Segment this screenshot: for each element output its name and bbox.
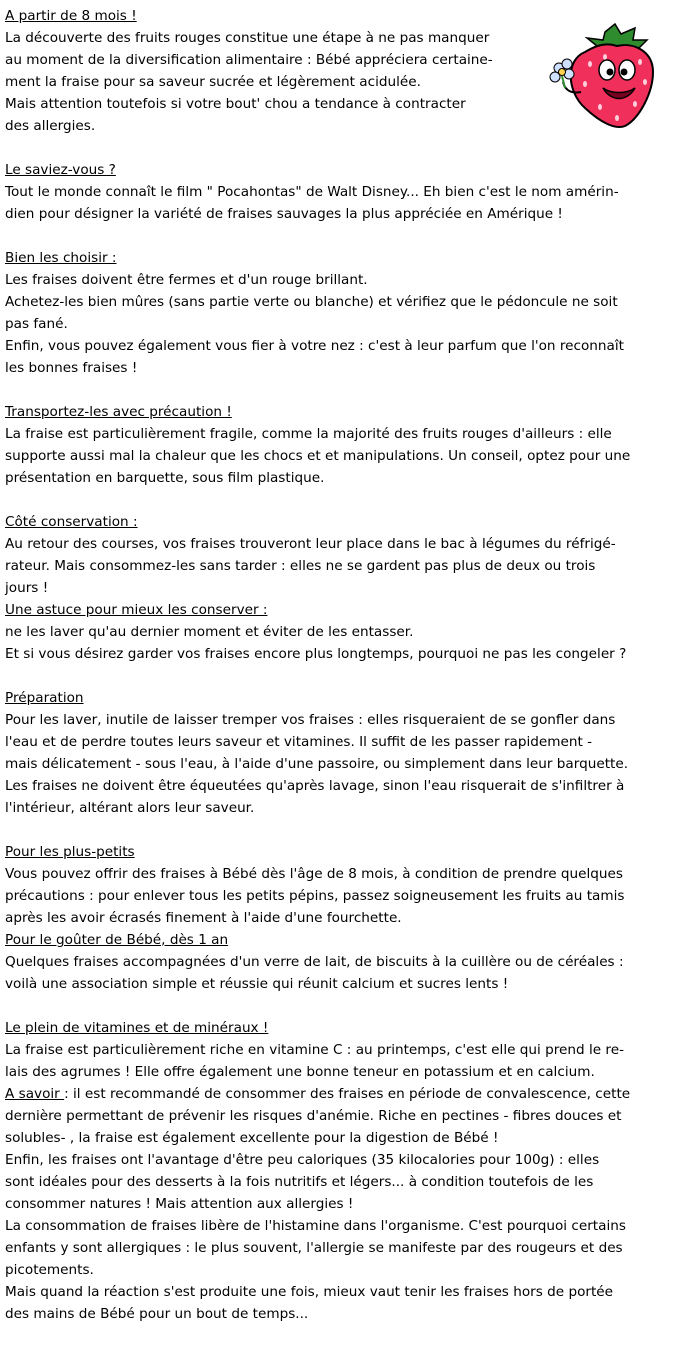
- line-text: A partir de 8 mois !: [5, 8, 137, 24]
- text-line: [5, 335, 689, 357]
- text-line: [5, 907, 689, 929]
- spacer: [5, 665, 689, 687]
- text-line: [5, 951, 689, 973]
- text-line: [5, 1259, 689, 1281]
- line-text: La fraise est particulièrement riche en vitamine C : au printemps, c'est elle qui prend le re-: [5, 1042, 624, 1058]
- line-text: Transportez-les avec précaution !: [5, 404, 232, 420]
- line-text: Bien les choisir :: [5, 250, 117, 266]
- text-line: [5, 1171, 689, 1193]
- line-text: l'intérieur, altérant alors leur saveur.: [5, 800, 255, 816]
- line-text: Côté conservation :: [5, 514, 138, 530]
- line-text: des allergies.: [5, 118, 96, 134]
- text-line: [5, 1105, 689, 1127]
- text-line: [5, 753, 689, 775]
- line-text: jours !: [5, 580, 49, 596]
- section-s5: [5, 511, 689, 665]
- text-line: [5, 863, 689, 885]
- line-text: Les fraises doivent être fermes et d'un rouge brillant.: [5, 272, 368, 288]
- spacer: [5, 819, 689, 841]
- line-text: Mais quand la réaction s'est produite une fois, mieux vaut tenir les fraises hors de portée: [5, 1284, 614, 1300]
- text-line: [5, 357, 689, 379]
- text-line: [5, 269, 689, 291]
- text-line: [5, 1083, 689, 1105]
- line-text: Pour le goûter de Bébé, dès 1 an: [5, 932, 229, 948]
- text-line: [5, 1281, 689, 1303]
- text-line: [5, 291, 689, 313]
- line-text: Une astuce pour mieux les conserver :: [5, 602, 268, 618]
- line-text: picotements.: [5, 1262, 94, 1278]
- line-text: Au retour des courses, vos fraises trouveront leur place dans le bac à légumes du réfrigé-: [5, 536, 616, 552]
- section-heading: [5, 511, 689, 533]
- line-text: Achetez-les bien mûres (sans partie verte ou blanche) et vérifiez que le pédoncule ne soit: [5, 294, 618, 310]
- spacer: [5, 379, 689, 401]
- text-line: [5, 1149, 689, 1171]
- section-s2: [5, 159, 689, 225]
- line-text: Mais attention toutefois si votre bout' chou a tendance à contracter: [5, 96, 466, 112]
- line-text: sont idéales pour des desserts à la fois nutritifs et légers... à condition toutefois de les: [5, 1174, 594, 1190]
- text-line: [5, 467, 689, 489]
- section-s8: [5, 1017, 689, 1325]
- text-line: [5, 1237, 689, 1259]
- section-heading: [5, 1017, 689, 1039]
- line-text: Préparation: [5, 690, 84, 706]
- line-text: Les fraises ne doivent être équeutées qu'après lavage, sinon l'eau risquerait de s'infiltrer à: [5, 778, 625, 794]
- section-s4: [5, 401, 689, 489]
- text-line: [5, 973, 689, 995]
- text-line: [5, 621, 689, 643]
- line-text: Enfin, les fraises ont l'avantage d'être peu caloriques (35 kilocalories pour 100g) : elles: [5, 1152, 600, 1168]
- line-text: Le saviez-vous ?: [5, 162, 116, 178]
- section-heading: [5, 159, 689, 181]
- text-line: [5, 313, 689, 335]
- text-line: [5, 643, 689, 665]
- text-line: [5, 731, 689, 753]
- strawberry-mascot-icon: [545, 22, 685, 134]
- section-heading: [5, 247, 689, 269]
- inline-heading: A savoir: [5, 1086, 65, 1102]
- text-line: [5, 1193, 689, 1215]
- line-text: solubles- , la fraise est également excellente pour la digestion de Bébé !: [5, 1130, 499, 1146]
- section-heading: [5, 841, 689, 863]
- section-s3: [5, 247, 689, 379]
- line-text: ne les laver qu'au dernier moment et éviter de les entasser.: [5, 624, 414, 640]
- text-line: [5, 929, 689, 951]
- line-text: ment la fraise pour sa saveur sucrée et légèrement acidulée.: [5, 74, 421, 90]
- line-text: Enfin, vous pouvez également vous fier à votre nez : c'est à leur parfum que l'on reconnaît: [5, 338, 624, 354]
- line-text: lais des agrumes ! Elle offre également une bonne teneur en potassium et en calcium.: [5, 1064, 595, 1080]
- text-line: [5, 599, 689, 621]
- line-text: dien pour désigner la variété de fraises sauvages la plus appréciée en Amérique !: [5, 206, 563, 222]
- spacer: [5, 489, 689, 511]
- line-text: Et si vous désirez garder vos fraises encore plus longtemps, pourquoi ne pas les congeler ?: [5, 646, 627, 662]
- text-line: [5, 1039, 689, 1061]
- section-heading: [5, 687, 689, 709]
- line-text: Quelques fraises accompagnées d'un verre de lait, de biscuits à la cuillère ou de céréales :: [5, 954, 624, 970]
- text-line: [5, 577, 689, 599]
- text-line: [5, 533, 689, 555]
- section-heading: [5, 401, 689, 423]
- line-text: Pour les plus-petits: [5, 844, 135, 860]
- text-line: [5, 885, 689, 907]
- line-text: Tout le monde connaît le film " Pocahontas" de Walt Disney... Eh bien c'est le nom amérin-: [5, 184, 619, 200]
- text-line: [5, 181, 689, 203]
- line-text: enfants y sont allergiques : le plus souvent, l'allergie se manifeste par des rougeurs et des: [5, 1240, 623, 1256]
- text-line: [5, 203, 689, 225]
- line-text: rateur. Mais consommez-les sans tarder : elles ne se gardent pas plus de deux ou trois: [5, 558, 596, 574]
- spacer: [5, 995, 689, 1017]
- text-line: [5, 1303, 689, 1325]
- line-text: voilà une association simple et réussie qui réunit calcium et sucres lents !: [5, 976, 509, 992]
- text-line: [5, 1061, 689, 1083]
- spacer: [5, 225, 689, 247]
- line-text: La consommation de fraises libère de l'histamine dans l'organisme. C'est pourquoi certains: [5, 1218, 626, 1234]
- line-text: l'eau et de perdre toutes leurs saveur et vitamines. Il suffit de les passer rapidement -: [5, 734, 593, 750]
- line-text: présentation en barquette, sous film plastique.: [5, 470, 325, 486]
- text-line: [5, 1215, 689, 1237]
- line-text: Le plein de vitamines et de minéraux !: [5, 1020, 269, 1036]
- text-line: [5, 423, 689, 445]
- line-text: précautions : pour enlever tous les petits pépins, passez soigneusement les fruits au tamis: [5, 888, 625, 904]
- line-text: La découverte des fruits rouges constitue une étape à ne pas manquer: [5, 30, 490, 46]
- line-text: mais délicatement - sous l'eau, à l'aide d'une passoire, ou simplement dans leur barquette.: [5, 756, 629, 772]
- line-text: La fraise est particulièrement fragile, comme la majorité des fruits rouges d'ailleurs : elle: [5, 426, 612, 442]
- line-text: pas fané.: [5, 316, 68, 332]
- line-text: après les avoir écrasés finement à l'aide d'une fourchette.: [5, 910, 402, 926]
- text-line: [5, 555, 689, 577]
- text-line: [5, 445, 689, 467]
- line-text: consommer natures ! Mais attention aux allergies !: [5, 1196, 354, 1212]
- line-text: Vous pouvez offrir des fraises à Bébé dès l'âge de 8 mois, à condition de prendre quelques: [5, 866, 623, 882]
- spacer: [5, 137, 689, 159]
- text-line: [5, 775, 689, 797]
- line-text: supporte aussi mal la chaleur que les chocs et et manipulations. Un conseil, optez pour une: [5, 448, 631, 464]
- article: [5, 5, 689, 1325]
- line-text: dernière permettant de prévenir les risques d'anémie. Riche en pectines - fibres douces et: [5, 1108, 622, 1124]
- line-text: : il est recommandé de consommer des fraises en période de convalescence, cette: [64, 1086, 631, 1102]
- line-text: au moment de la diversification alimentaire : Bébé appréciera certaine-: [5, 52, 493, 68]
- text-line: [5, 797, 689, 819]
- section-s7: [5, 841, 689, 995]
- line-text: Pour les laver, inutile de laisser tremper vos fraises : elles risqueraient de se gonfler dans: [5, 712, 616, 728]
- line-text: les bonnes fraises !: [5, 360, 138, 376]
- section-s6: [5, 687, 689, 819]
- line-text: des mains de Bébé pour un bout de temps...: [5, 1306, 309, 1322]
- text-line: [5, 709, 689, 731]
- text-line: [5, 1127, 689, 1149]
